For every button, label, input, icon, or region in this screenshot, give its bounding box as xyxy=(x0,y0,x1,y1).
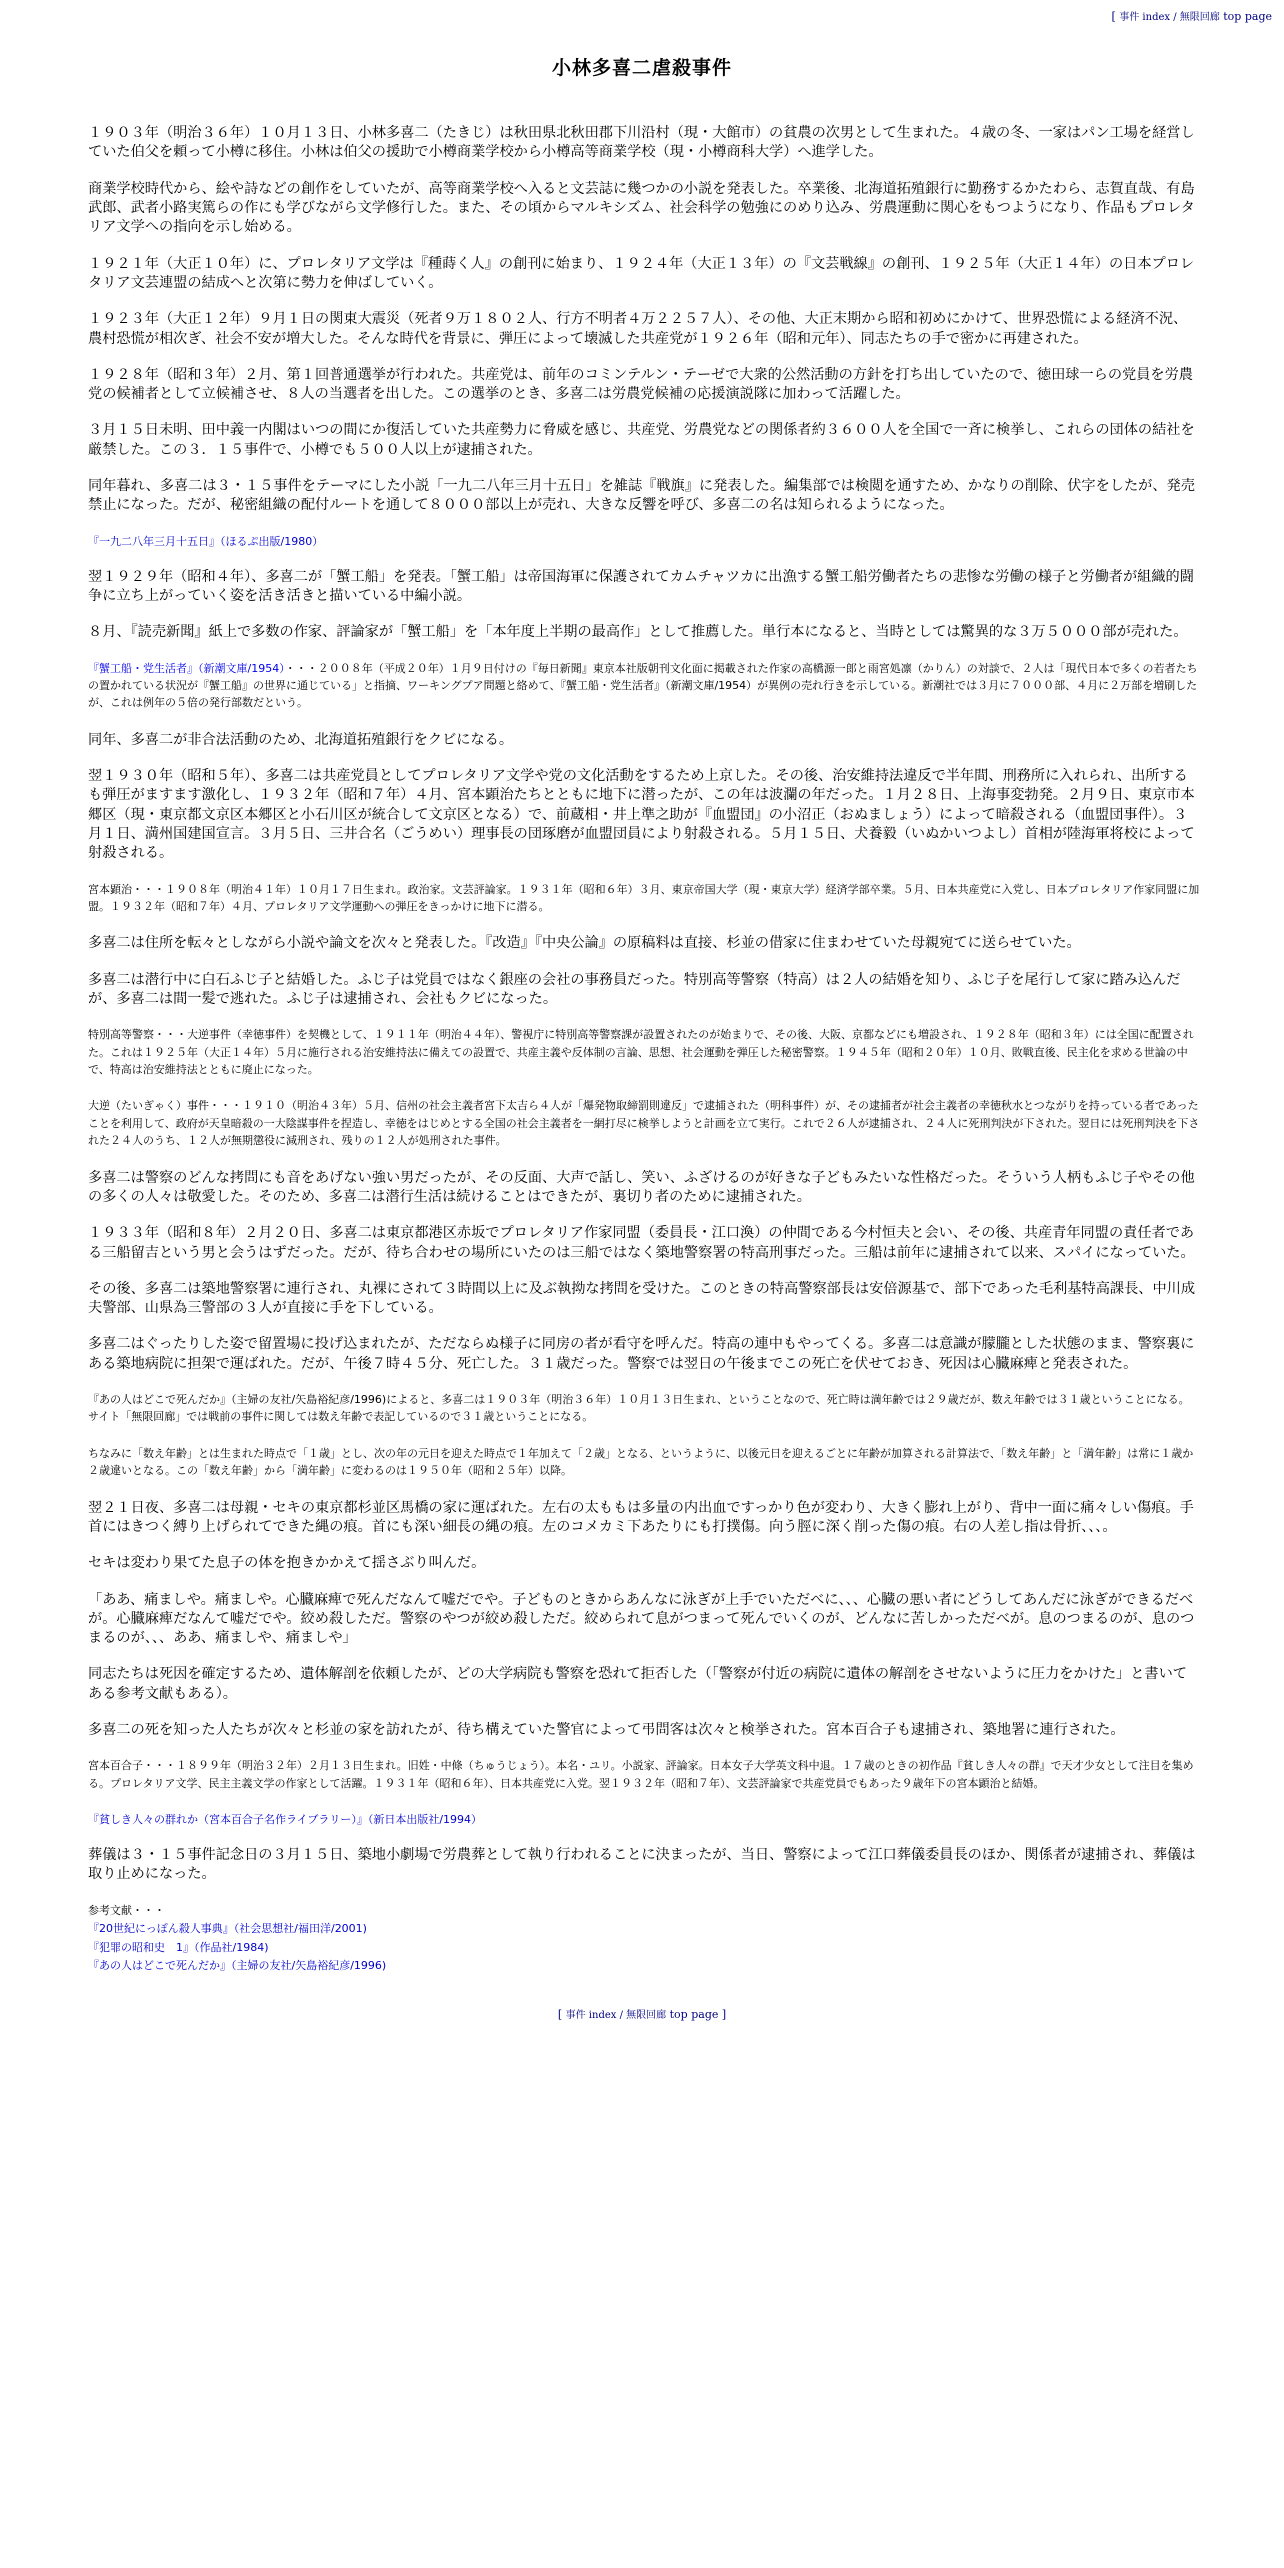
paragraph: その後、多喜二は築地警察署に連行され、丸裸にされて３時間以上に及ぶ執拗な拷問を受けた。このときの特高警察部長は安倍源基で、部下であった毛利基特高課長、中川成夫警部、山県為三警部の３人が直接に手を下している。 xyxy=(88,1280,1196,1317)
paragraph: 同年暮れ、多喜二は３・１５事件をテーマにした小説「一九二八年三月十五日」を雑誌『戦旗』に発表した。編集部では検閲を通すため、かなりの削除、伏字をしたが、発売禁止になった。だが、秘密組織の配付ルートを通して８０００部以上が売れ、大きな反響を呼び、多喜二の名は知られるようになった。 xyxy=(88,478,1195,514)
paragraph: 翌１９３０年（昭和５年）、多喜二は共産党員としてプロレタリア文学や党の文化活動をするため上京した。その後、治安維持法違反で半年間、刑務所に入れられ、出所するも弾圧がますます激化し、１９３２年（昭和７年）４月、宮本顕治たちとともに地下に潜ったが、この年は波瀾の年だった。１月２８日、上海事変勃発。２月９日、東京市本郷区（現・東京都文京区本郷区と小石川区が統合して文京区となる）で、前蔵相・井上準之助が『血盟団』の小沼正（おぬましょう）によって暗殺される（血盟団事件）。３月１日、満州国建国宣言。３月５日、三井合名（ごうめい）理事長の団琢磨が血盟団員により射殺される。５月１５日、犬養毅（いぬかいつよし）首相が陸海軍将校によって射殺される。 xyxy=(88,768,1195,862)
references-heading: 参考文献・・・ xyxy=(88,1903,165,1917)
book-link-row xyxy=(88,1811,1200,1827)
paragraph: 翌１９２９年（昭和４年）、多喜二が「蟹工船」を発表。「蟹工船」は帝国海軍に保護されてカムチャツカに出漁する蟹工船労働者たちの悲惨な労働の様子と労働者が組織的闘争に立ち上がっていく姿を活き活きと描いている中編小説。 xyxy=(88,568,1194,604)
paragraph: 多喜二は住所を転々としながら小説や論文を次々と発表した。『改造』『中央公論』の原稿料は直接、杉並の借家に住まわせていた母親宛てに送らせていた。 xyxy=(88,935,1081,952)
incident-index-link[interactable]: 事件 index xyxy=(565,2009,617,2021)
incident-index-link[interactable]: 事件 index xyxy=(1119,12,1171,23)
top-page-link[interactable]: top page xyxy=(1219,10,1272,23)
paragraph: ８月、『読売新聞』紙上で多数の作家、評論家が「蟹工船」を「本年度上半期の最高作」として推薦した。単行本になると、当時としては驚異的な３万５０００部が売れた。 xyxy=(88,624,1188,641)
reference-link[interactable]: 『あの人はどこで死んだか』（主婦の友社/矢島裕紀彦/1996) xyxy=(88,1959,387,1973)
page-title: 小林多喜二虐殺事件 xyxy=(551,57,732,79)
paragraph: 商業学校時代から、絵や詩などの創作をしていたが、高等商業学校へ入ると文芸誌に幾つかの小説を発表した。卒業後、北海道拓殖銀行に勤務するかたわら、志賀直哉、有島武郎、武者小路実篤らの作にも学びながら文学修行した。また、その頃からマルキシズム、社会科学の勉強にのめり込み、労農運動に関心をもつようになり、作品もプロレタリア文学への指向を示し始める。 xyxy=(88,180,1195,236)
paragraph: 多喜二はぐったりした姿で留置場に投げ込まれたが、ただならぬ様子に同房の者が看守を呼んだ。特高の連中もやってくる。多喜二は意識が朦朧とした状態のまま、警察裏にある築地病院に担架で運ばれた。だが、午後７時４５分、死亡した。３１歳だった。警察では翌日の午後までこの死亡を伏せておき、死因は心臓麻痺と発表された。 xyxy=(88,1336,1195,1372)
paragraph: 多喜二は警察のどんな拷問にも音をあげない強い男だったが、その反面、大声で話し、笑い、ふざけるのが好きな子どもみたいな性格だった。そういう人柄もふじ子やその他の多くの人々は敬愛した。そのため、多喜二は潜行生活は続けることはできたが、裏切り者のために逮捕された。 xyxy=(88,1169,1195,1205)
article-body xyxy=(88,124,1200,1885)
footnote: 『あの人はどこで死んだか』（主婦の友社/矢島裕紀彦/1996)によると、多喜二は１９０３年（明治３６年）１０月１３日生まれ、ということなので、死亡時は満年齢では２９歳だが、数え年齢では３１歳ということになる。サイト「無限回廊」では戦前の事件に関しては数え年齢で表記しているので３１歳ということになる。 xyxy=(88,1393,1190,1424)
footnote: ちなみに「数え年齢」とは生まれた時点で「１歳」とし、次の年の元日を迎えた時点で１年加えて「２歳」となる、というように、以後元日を迎えるごとに年齢が加算される計算法で、「数え年齢」と「満年齢」は常に１歳か２歳違いとなる。この「数え年齢」から「満年齢」に変わるのは１９５０年（昭和２５年）以降。 xyxy=(88,1446,1194,1478)
footnote: 大逆（たいぎゃく）事件・・・１９１０（明治４３年）５月、信州の社会主義者宮下太吉ら４人が「爆発物取締罰則違反」で逮捕された（明科事件）が、その逮捕者が社会主義者の幸徳秋水とつながりを持っている者であったことを利用して、政府が天皇暗殺の一大陰謀事件を捏造し、幸徳をはじめとする全国の社会主義者を一網打尽に検挙しようと計画を立て実行。これで２６人が逮捕され、２４人に死刑判決が下された。翌日には死刑判決を下された２４人のうち、１２人が無期懲役に減刑され、残りの１２人が処刑された事件。 xyxy=(88,1099,1200,1148)
footnote-text: ・・・２００８年（平成２０年）１月９日付けの『毎日新聞』東京本社版朝刊文化面に掲載された作家の高橋源一郎と雨宮処凛（かりん）の対談で、２人は「現代日本で多くの若者たちの置かれている状況が『蟹工船』の世界に通じている」と指摘、ワーキングプア問題と絡めて、『蟹工船・党生活者』（新潮文庫/1954）が異例の売れ行きを示している。新潮社では３月に７０００部、４月に２万部を増刷したが、これは例年の５倍の発行部数だという。 xyxy=(88,661,1198,710)
paragraph: 同年、多喜二が非合法活動のため、北海道拓殖銀行をクビになる。 xyxy=(88,731,514,748)
book-link[interactable]: 『一九二八年三月十五日』（ほるぷ出版/1980） xyxy=(88,534,324,548)
paragraph: 翌２１日夜、多喜二は母親・セキの東京都杉並区馬橋の家に運ばれた。左右の太ももは多量の内出血ですっかり色が変わり、大きく膨れ上がり、背中一面に痛々しい傷痕。手首にはきつく縛り上げられてできた縄の痕。首にも深い細長の縄の痕。左のコメカミ下あたりにも打撲傷。向う脛に深く削った傷の痕。右の人差し指は骨折、、、。 xyxy=(88,1499,1194,1535)
paragraph: 「ああ、痛ましや。痛ましや。心臓麻痺で死んだなんて嘘だでや。子どものときからあんなに泳ぎが上手でいただべに、、、心臓の悪い者にどうしてあんだに泳ぎができるだべが。心臓麻痺だなんて嘘だでや。絞め殺しただ。警察のやつが絞め殺しただ。絞められて息がつまって死んでいくのが、どんなに苦しかっただべが。息のつまるのが、息のつまるのが、、、ああ、痛ましや、痛ましや」 xyxy=(88,1591,1195,1647)
paragraph: 多喜二の死を知った人たちが次々と杉並の家を訪れたが、待ち構えていた警官によって弔問客は次々と検挙された。宮本百合子も逮捕され、築地署に連行された。 xyxy=(88,1722,1125,1739)
paragraph: １９２１年（大正１０年）に、プロレタリア文学は『種蒔く人』の創刊に始まり、１９２４年（大正１３年）の『文芸戦線』の創刊、１９２５年（大正１４年）の日本プロレタリア文芸連盟の結成へと次第に勢力を伸ばしていく。 xyxy=(88,255,1195,291)
reference-link[interactable]: 『20世紀にっぽん殺人事典』（社会思想社/福田洋/2001) xyxy=(88,1922,367,1936)
reference-link[interactable]: 『犯罪の昭和史 1』（作品社/1984) xyxy=(88,1940,269,1954)
footnote: 特別高等警察・・・大逆事件（幸徳事件）を契機として、１９１１年（明治４４年）、警視庁に特別高等警察課が設置されたのが始まりで、その後、大阪、京都などにも増設され、１９２８年（昭和３年）には全国に配置された。これは１９２５年（大正１４年）５月に施行される治安維持法に備えての設置で、共産主義や反体制の言論、思想、社会運動を弾圧した秘密警察。１９４５年（昭和２０年）１０月、敗戦直後、民主化を求める世論の中で、特高は治安維持法とともに廃止になった。 xyxy=(88,1028,1194,1077)
archive-link[interactable]: 無限回廊 xyxy=(626,2009,667,2021)
top-navigation: [ 事件 index / 無限回廊 top page xyxy=(1111,10,1272,23)
book-link-row xyxy=(88,533,1200,549)
paragraph: セキは変わり果てた息子の体を抱きかかえて揺さぶり叫んだ。 xyxy=(88,1555,486,1572)
footnote: 宮本百合子・・・１８９９年（明治３２年）２月１３日生まれ。旧姓・中條（ちゅうじょう）。本名・ユリ。小説家、評論家。日本女子大学英文科中退。１７歳のときの初作品『貧しき人々の群』で天才少女として注目を集める。プロレタリア文学、民主主義文学の作家として活躍。１９３１年（昭和６年）、日本共産党に入党。翌１９３２年（昭和７年）、文芸評論家で共産党員でもあった９歳年下の宮本顕治と結婚。 xyxy=(88,1759,1194,1790)
book-link[interactable]: 『貧しき人々の群れか（宮本百合子名作ライブラリー）』（新日本出版社/1994） xyxy=(88,1813,483,1827)
paragraph: ３月１５日未明、田中義一内閣はいつの間にか復活していた共産勢力に脅威を感じ、共産党、労農党などの関係者約３６００人を全国で一斉に検挙し、これらの団体の結社を厳禁した。この３．１５事件で、小樽でも５００人以上が逮捕された。 xyxy=(88,422,1195,458)
archive-link[interactable]: 無限回廊 xyxy=(1179,12,1220,23)
paragraph: １９２８年（昭和３年）２月、第１回普通選挙が行われた。共産党は、前年のコミンテルン・テーゼで大衆的公然活動の方針を打ち出していたので、徳田球一らの党員を労農党の候補者として立候補させ、８人の当選者を出した。この選挙のとき、多喜二は労農党候補の応援演説隊に加わって活躍した。 xyxy=(88,366,1193,403)
book-link[interactable]: 『蟹工船・党生活者』（新潮文庫/1954） xyxy=(88,661,285,675)
bottom-navigation: [ 事件 index / 無限回廊 top page ] xyxy=(557,2007,727,2021)
paragraph: 葬儀は３・１５事件記念日の３月１５日、築地小劇場で労農葬として執り行われることに決まったが、当日、警察によって江口葬儀委員長のほか、関係者が逮捕され、葬儀は取り止めになった。 xyxy=(88,1847,1196,1883)
footnote xyxy=(88,660,1200,712)
paragraph: 多喜二は潜行中に白石ふじ子と結婚した。ふじ子は党員ではなく銀座の会社の事務員だった。特別高等警察（特高）は２人の結婚を知り、ふじ子を尾行して家に踏み込んだが、多喜二は間一髪で逃れた。ふじ子は逮捕され、会社もクビになった。 xyxy=(88,971,1181,1007)
footnote: 宮本顕治・・・１９０８年（明治４１年）１０月１７日生まれ。政治家。文芸評論家。１９３１年（昭和６年）３月、東京帝国大学（現・東京大学）経済学部卒業。５月、日本共産党に入党し、日本プロレタリア作家同盟に加盟。１９３２年（昭和７年）４月、プロレタリア文学運動への弾圧をきっかけに地下に潜る。 xyxy=(88,882,1200,913)
paragraph: １９０３年（明治３６年）１０月１３日、小林多喜二（たきじ）は秋田県北秋田郡下川沿村（現・大館市）の貧農の次男として生まれた。４歳の冬、一家はパン工場を経営していた伯父を頼って小樽に移住。小林は伯父の援助で小樽商業学校から小樽高等商業学校（現・小樽商科大学）へ進学した。 xyxy=(88,125,1195,161)
top-page-link[interactable]: top page xyxy=(666,2007,719,2021)
references xyxy=(88,1902,1200,1976)
paragraph: １９３３年（昭和８年）２月２０日、多喜二は東京都港区赤坂でプロレタリア作家同盟（委員長・江口渙）の仲間である今村恒夫と会い、その後、共産青年同盟の責任者である三船留吉という男と会うはずだった。だが、待ち合わせの場所にいたのは三船ではなく築地警察署の特高刑事だった。三船は前年に逮捕されて以来、スパイになっていた。 xyxy=(88,1225,1195,1261)
paragraph: 同志たちは死因を確定するため、遺体解剖を依頼したが、どの大学病院も警察を恐れて拒否した（「警察が付近の病院に遺体の解剖をさせないように圧力をかけた」と書いてある参考文献もある）。 xyxy=(88,1666,1187,1702)
paragraph: １９２３年（大正１２年）９月１日の関東大震災（死者９万１８０２人、行方不明者４万２２５７人）、その他、大正末期から昭和初めにかけて、世界恐慌による経済不況、農村恐慌が相次ぎ、社会不安が増大した。そんな時代を背景に、弾圧によって壊滅した共産党が１９２６年（昭和元年）、同志たちの手で密かに再建された。 xyxy=(88,311,1188,347)
